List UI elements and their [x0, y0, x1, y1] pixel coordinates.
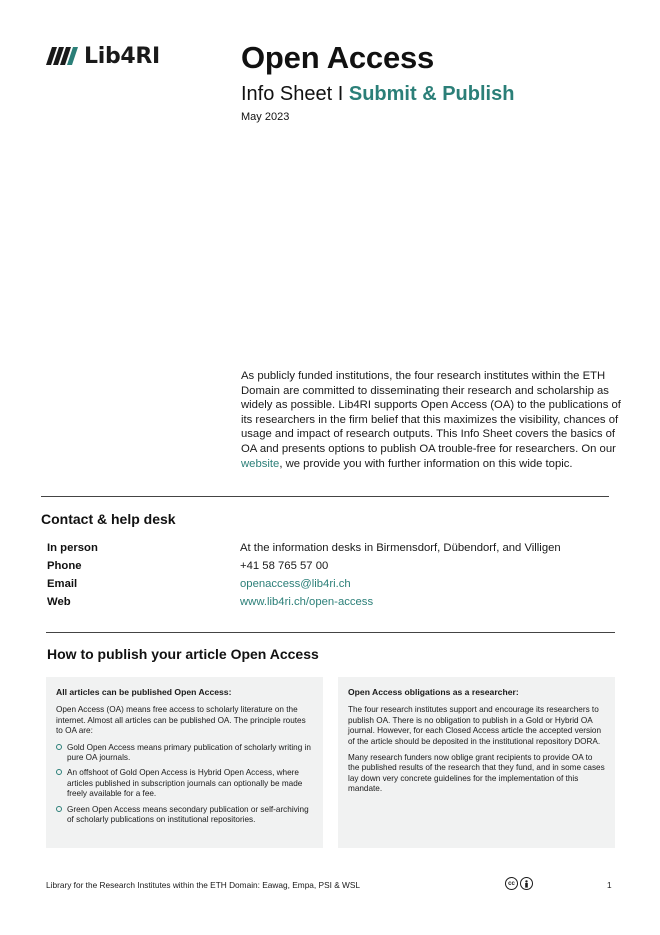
list-item — [56, 768, 313, 799]
box-paragraph: Many research funders now oblige grant recipients to provide OA to the published results of the research that they fund, and in some cases lay down very concrete guidelines for the implementation of this mandate. — [348, 753, 605, 794]
contact-table — [47, 539, 607, 611]
bullet-circle-icon — [56, 769, 62, 775]
oa-routes-list — [56, 743, 313, 826]
logo-stripes-icon — [46, 47, 80, 65]
list-item — [56, 743, 313, 764]
bullet-circle-icon — [56, 806, 62, 812]
page-title: Open Access — [241, 40, 435, 75]
divider — [46, 632, 615, 633]
list-item — [56, 805, 313, 826]
box-paragraph: The four research institutes support and encourage its researchers to publish OA. There is no obligation to publish in a Gold or Hybrid OA journal. However, for each Closed Access article the accepted version of the article should be deposited in the institutional repository DORA. — [348, 705, 602, 746]
subtitle-prefix: Info Sheet I — [241, 83, 349, 105]
logo-text: Lib4RI — [84, 43, 160, 69]
website-link[interactable]: website — [241, 457, 280, 470]
obligations-box — [338, 677, 615, 848]
list-item-text: An offshoot of Gold Open Access is Hybrid Open Access, where articles published in subscription journals can optionally be made freely available for a fee. — [67, 768, 303, 799]
contact-row-email — [47, 575, 607, 593]
creative-commons-icon: cc — [505, 877, 518, 890]
footer-text: Library for the Research Institutes within the ETH Domain: Eawag, Empa, PSI & WSL — [46, 880, 361, 890]
contact-heading: Contact & help desk — [41, 511, 176, 527]
contact-value: At the information desks in Birmensdorf, Dübendorf, and Villigen — [240, 542, 561, 554]
page-number: 1 — [607, 880, 612, 890]
license-icons — [505, 877, 533, 890]
intro-text-end: , we provide you with further information on this wide topic. — [279, 457, 573, 470]
contact-row-phone — [47, 557, 607, 575]
intro-paragraph — [241, 369, 621, 471]
list-item-text: Gold Open Access means primary publication of scholarly writing in pure OA journals. — [67, 742, 311, 763]
list-item-text: Green Open Access means secondary publication or self-archiving of scholarly publications on institutional repositories. — [67, 804, 309, 825]
all-articles-box — [46, 677, 323, 848]
contact-label: Email — [47, 578, 78, 590]
divider — [41, 496, 609, 497]
contact-label: In person — [47, 542, 98, 554]
publish-heading: How to publish your article Open Access — [47, 646, 319, 662]
email-link[interactable]: openaccess@lib4ri.ch — [240, 578, 351, 590]
lib4ri-logo — [46, 42, 160, 70]
attribution-icon — [520, 877, 533, 890]
contact-row-web — [47, 593, 607, 611]
phone-number: +41 58 765 57 00 — [240, 560, 329, 572]
box-intro: Open Access (OA) means free access to scholarly literature on the internet. Almost all articles can be published OA. The principle routes to OA are: — [56, 705, 306, 736]
page-subtitle — [241, 83, 514, 106]
contact-label: Web — [47, 596, 71, 608]
bullet-circle-icon — [56, 744, 62, 750]
subtitle-accent: Submit & Publish — [348, 83, 515, 105]
web-link[interactable]: www.lib4ri.ch/open-access — [240, 596, 374, 608]
box-title: Open Access obligations as a researcher: — [348, 687, 519, 697]
contact-row-in-person — [47, 539, 607, 557]
intro-text: As publicly funded institutions, the four research institutes within the ETH Domain are committed to disseminating their research and scholarship as widely as possible. Lib4RI supports Open Access (OA) to the publications of its researchers in the firm belief that this maximizes the visibility, chances of usage and impact of research outputs. This Info Sheet covers the basics of OA and presents options to publish OA trouble-free for researchers. On our — [241, 370, 621, 455]
publication-date: May 2023 — [241, 111, 290, 123]
contact-label: Phone — [47, 560, 82, 572]
box-title: All articles can be published Open Access: — [56, 687, 232, 697]
